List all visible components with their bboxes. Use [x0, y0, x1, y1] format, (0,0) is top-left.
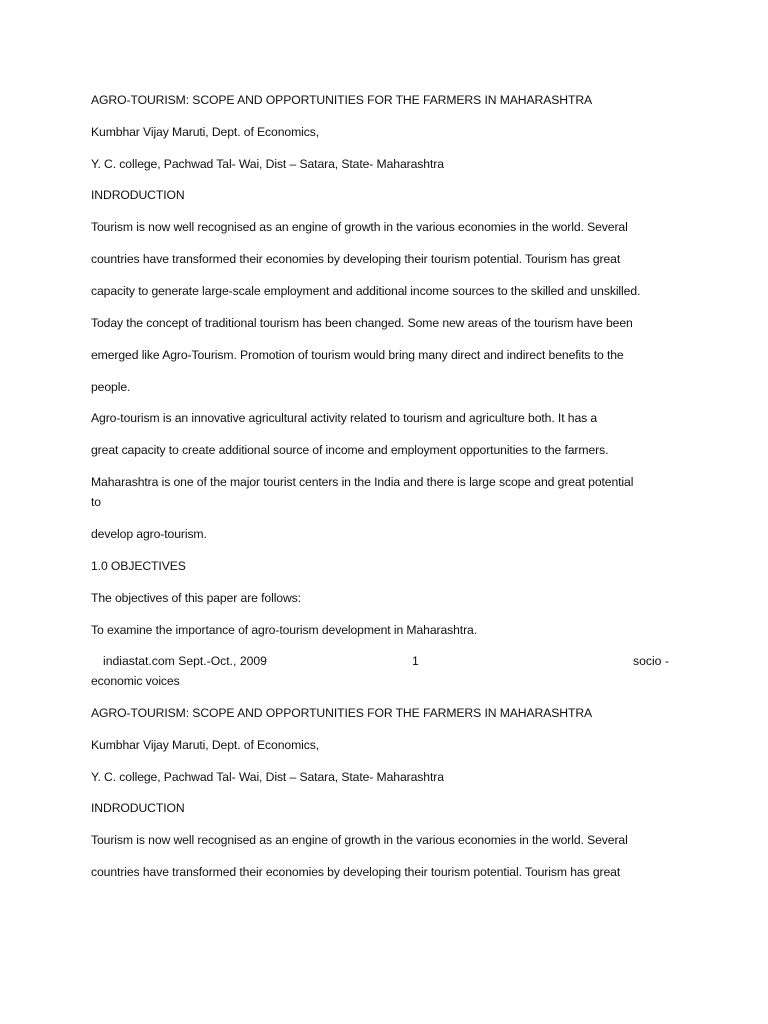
bullet-text: To examine the importance of agro- — [91, 623, 280, 637]
paragraph-line: Today the concept of traditional tourism has been changed. Some new areas of the tourism have been — [91, 316, 633, 330]
author-line-repeat: Kumbhar Vijay Maruti, Dept. of Economics, — [91, 738, 320, 752]
paragraph-line: to — [91, 495, 101, 509]
paragraph-line: great capacity to create additional source of income and employment opportunities to the farmers. — [91, 443, 609, 457]
paragraph-line: people. — [91, 380, 131, 394]
paragraph-line: Tourism is now well recognised as an engine of growth in the various economies in the world. Several — [91, 833, 628, 847]
section-heading: INDRODUCTION — [91, 188, 185, 202]
objectives-heading: 1.0 OBJECTIVES — [91, 559, 186, 573]
paragraph-line: capacity to generate large-scale employment and additional income sources to the skilled and unskilled. — [91, 284, 641, 298]
paragraph-line: countries have transformed their economies by developing their tourism potential. Tourism has great — [91, 252, 621, 266]
objectives-intro: The objectives of this paper are follows: — [91, 591, 301, 605]
section-heading-repeat: INDRODUCTION — [91, 801, 185, 815]
document-title-repeat: AGRO-TOURISM: SCOPE AND OPPORTUNITIES FOR THE FARMERS IN MAHARASHTRA — [91, 706, 593, 720]
footer-right-text: socio - — [633, 654, 669, 668]
footer-source: indiastat.com Sept.-Oct., 2009 — [103, 654, 267, 668]
paragraph-line: develop agro-tourism. — [91, 527, 207, 541]
author-line: Kumbhar Vijay Maruti, Dept. of Economics, — [91, 125, 320, 139]
paragraph-line: emerged like Agro-Tourism. Promotion of tourism would bring many direct and indirect benefits to the — [91, 348, 624, 362]
paragraph-line: Tourism is now well recognised as an engine of growth in the various economies in the world. Several — [91, 220, 628, 234]
bullet-item — [91, 622, 477, 639]
bullet-text-continued: tourism development in Maharashtra. — [279, 623, 478, 637]
paragraph-line: countries have transformed their economies by developing their tourism potential. Tourism has great — [91, 865, 621, 879]
affiliation-line: Y. C. college, Pachwad Tal- Wai, Dist – Satara, State- Maharashtra — [91, 157, 444, 171]
affiliation-line-repeat: Y. C. college, Pachwad Tal- Wai, Dist – Satara, State- Maharashtra — [91, 770, 444, 784]
paragraph-line: Agro-tourism is an innovative agricultural activity related to tourism and agriculture both. It has a — [91, 411, 598, 425]
footer-continuation: economic voices — [91, 674, 180, 688]
paragraph-line: Maharashtra is one of the major tourist centers in the India and there is large scope and great potential — [91, 475, 634, 489]
document-title: AGRO-TOURISM: SCOPE AND OPPORTUNITIES FOR THE FARMERS IN MAHARASHTRA — [91, 93, 593, 107]
footer-page-number: 1 — [412, 654, 419, 668]
